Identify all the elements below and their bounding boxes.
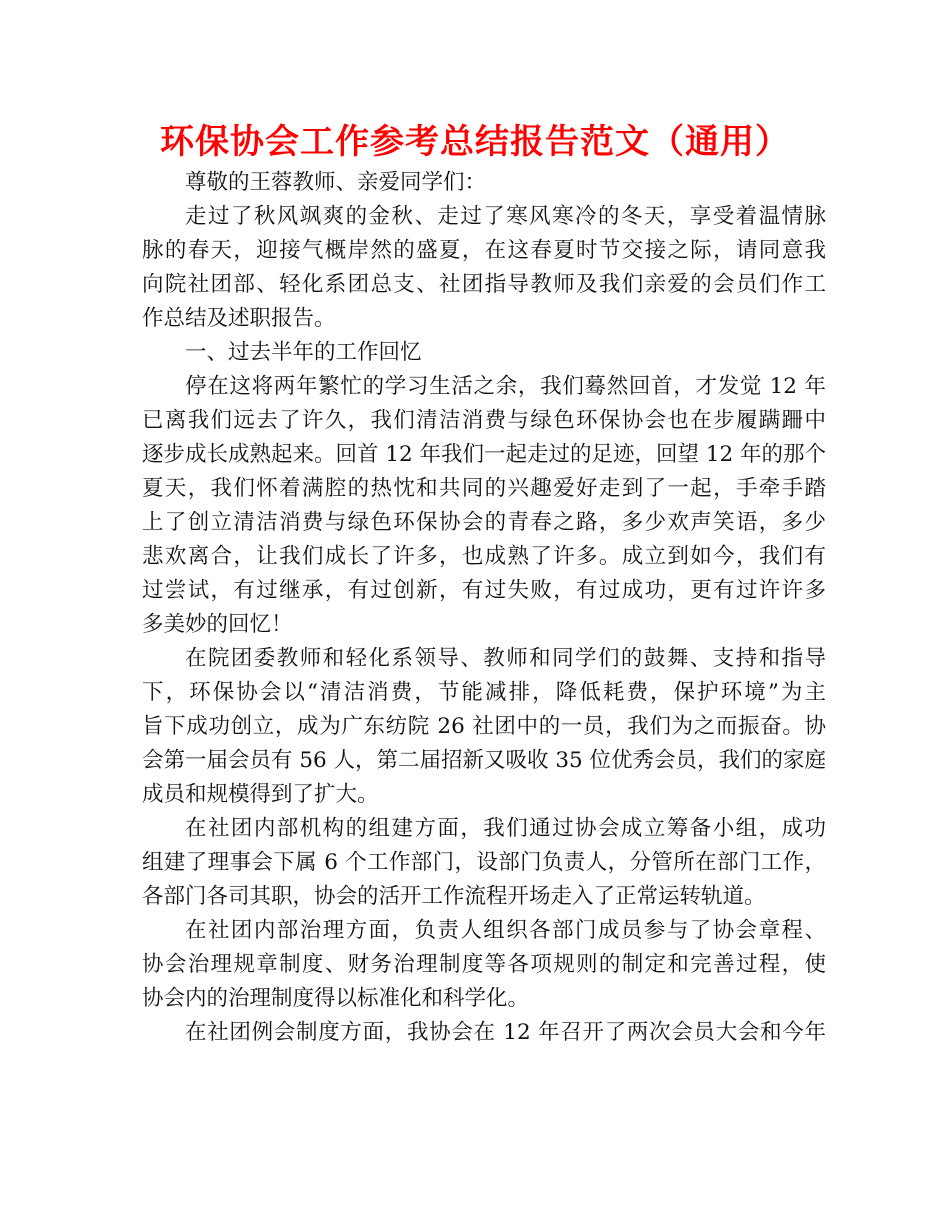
salutation bbox=[142, 166, 826, 200]
text-line: 悲欢离合，让我们成长了许多，也成熟了许多。成立到如今，我们有 bbox=[142, 544, 826, 569]
paragraph bbox=[142, 1016, 826, 1050]
text-line: 上了创立清洁消费与绿色环保协会的青春之路，多少欢声笑语，多少 bbox=[142, 510, 826, 535]
paragraph bbox=[142, 642, 826, 812]
text-line: 已离我们远去了许久，我们清洁消费与绿色环保协会也在步履蹒跚中 bbox=[142, 408, 826, 433]
document-body bbox=[142, 166, 826, 1050]
section-heading bbox=[142, 336, 826, 370]
text-line: 下，环保协会以“清洁消费，节能减排，降低耗费，保护环境”为主 bbox=[142, 680, 826, 705]
text-line: 脉的春天，迎接气概岸然的盛夏，在这春夏时节交接之际，请同意我 bbox=[142, 238, 826, 263]
text-line: 会第一届会员有 56 人，第二届招新又吸收 35 位优秀会员，我们的家庭 bbox=[142, 748, 827, 773]
document-title: 环保协会工作参考总结报告范文（通用） bbox=[160, 122, 790, 162]
text-line: 逐步成长成熟起来。回首 12 年我们一起走过的足迹，回望 12 年的那个 bbox=[142, 442, 827, 467]
text-line: 过尝试，有过继承，有过创新，有过失败，有过成功，更有过许许多 bbox=[142, 578, 826, 603]
text-line: 成员和规模得到了扩大。 bbox=[142, 782, 379, 807]
text-line: 在社团例会制度方面，我协会在 12 年召开了两次会员大会和今年 bbox=[185, 1020, 826, 1045]
paragraph bbox=[142, 914, 826, 1016]
paragraph bbox=[142, 370, 826, 642]
text-line: 作总结及述职报告。 bbox=[142, 306, 336, 331]
text-line: 在社团内部治理方面，负责人组织各部门成员参与了协会章程、 bbox=[185, 918, 826, 943]
text-line: 在社团内部机构的组建方面，我们通过协会成立筹备小组，成功 bbox=[185, 816, 826, 841]
paragraph bbox=[142, 200, 826, 336]
paragraph bbox=[142, 812, 826, 914]
text-line: 走过了秋风飒爽的金秋、走过了寒风寒冷的冬天，享受着温情脉 bbox=[185, 204, 826, 229]
text-line: 一、过去半年的工作回忆 bbox=[185, 340, 422, 365]
text-line: 尊敬的王蓉教师、亲爱同学们： bbox=[185, 170, 487, 195]
text-line: 旨下成功创立，成为广东纺院 26 社团中的一员，我们为之而振奋。协 bbox=[142, 714, 826, 739]
text-line: 停在这将两年繁忙的学习生活之余，我们蓦然回首，才发觉 12 年 bbox=[185, 374, 826, 399]
text-line: 组建了理事会下属 6 个工作部门，设部门负责人，分管所在部门工作， bbox=[142, 850, 826, 875]
text-line: 协会治理规章制度、财务治理制度等各项规则的制定和完善过程，使 bbox=[142, 952, 826, 977]
text-line: 多美妙的回忆！ bbox=[142, 612, 293, 637]
text-line: 在院团委教师和轻化系领导、教师和同学们的鼓舞、支持和指导 bbox=[185, 646, 826, 671]
text-line: 协会内的治理制度得以标准化和科学化。 bbox=[142, 986, 530, 1011]
text-line: 向院社团部、轻化系团总支、社团指导教师及我们亲爱的会员们作工 bbox=[142, 272, 826, 297]
text-line: 各部门各司其职，协会的活开工作流程开场走入了正常运转轨道。 bbox=[142, 884, 766, 909]
text-line: 夏天，我们怀着满腔的热忱和共同的兴趣爱好走到了一起，手牵手踏 bbox=[142, 476, 826, 501]
